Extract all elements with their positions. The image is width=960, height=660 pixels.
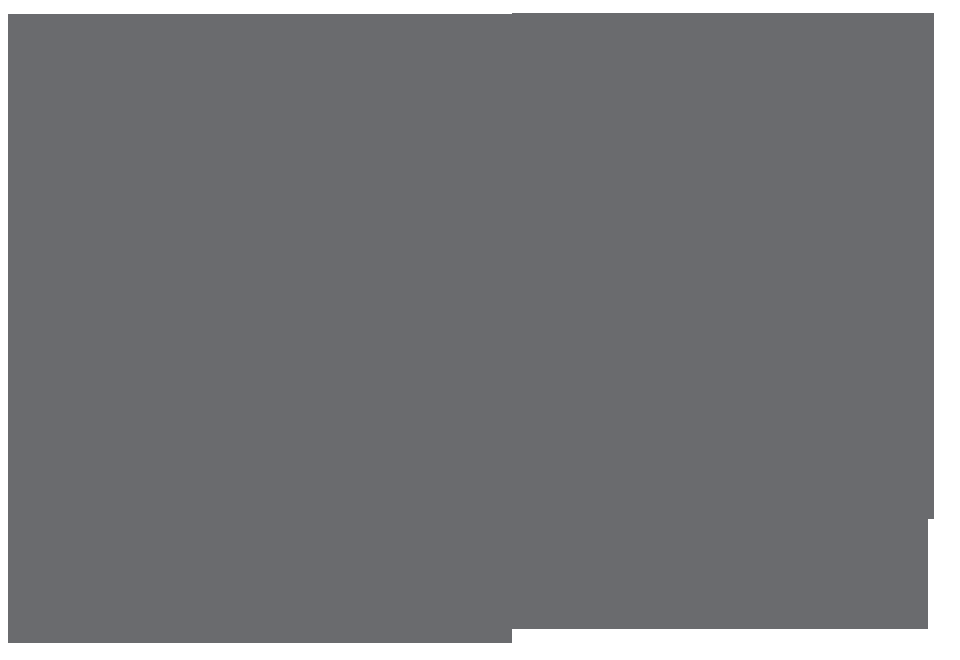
window-left[interactable] [8, 14, 512, 643]
window-right[interactable] [512, 13, 934, 519]
window-right-lower[interactable] [512, 519, 928, 629]
